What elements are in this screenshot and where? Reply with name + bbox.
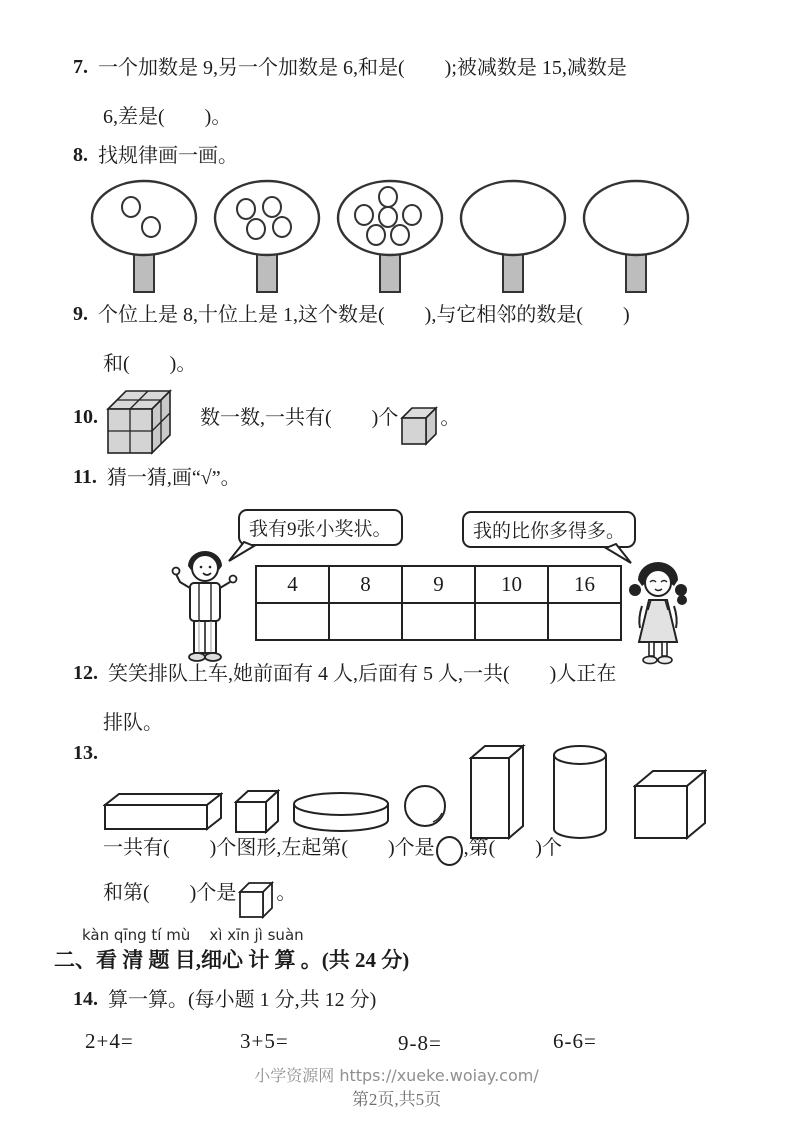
question-7 xyxy=(73,56,627,81)
question-12 xyxy=(73,662,616,687)
question-9 xyxy=(73,303,630,328)
shape-large-cube xyxy=(633,766,707,840)
pattern-tree xyxy=(334,178,447,296)
question-text: ,第( )个 xyxy=(463,837,562,859)
pattern-tree xyxy=(457,178,570,296)
small-cube-icon xyxy=(400,406,438,446)
question-13-line2 xyxy=(103,881,296,919)
question-number: 9. xyxy=(73,303,88,325)
table-cell-empty xyxy=(256,603,329,640)
shape-sphere xyxy=(402,783,448,829)
question-text: 一共有( )个图形,左起第( )个是 xyxy=(103,837,435,859)
question-9-line2: 和( )。 xyxy=(103,353,197,375)
math-expression: 2+4= xyxy=(85,1029,134,1053)
question-number: 10. xyxy=(73,406,98,428)
guess-table xyxy=(255,565,622,641)
math-expression: 6-6= xyxy=(553,1029,597,1053)
shape-small-cube xyxy=(234,788,280,834)
cube-shape-icon xyxy=(238,881,274,919)
footer-page-number: 第2页,共5页 xyxy=(351,1090,442,1109)
table-cell-empty xyxy=(329,603,402,640)
question-text: 。 xyxy=(440,407,461,429)
question-10-text xyxy=(200,406,460,446)
table-row-values xyxy=(256,566,621,603)
pattern-tree xyxy=(580,178,693,296)
section-pinyin: kàn qīng tí mù xì xīn jì suàn xyxy=(82,926,304,944)
table-cell: 16 xyxy=(548,566,621,603)
question-text: 和第( )个是 xyxy=(103,882,237,904)
speech-tail-right xyxy=(604,543,632,565)
pattern-tree xyxy=(88,178,201,296)
question-11 xyxy=(73,466,241,491)
trees-row xyxy=(88,178,693,296)
math-expression: 9-8= xyxy=(398,1031,442,1055)
question-text: 笑笑排队上车,她前面有 4 人,后面有 5 人,一共( )人正在 xyxy=(108,663,617,685)
question-text: 一个加数是 9,另一个加数是 6,和是( );被减数是 15,减数是 xyxy=(98,57,627,79)
question-text: 算一算。(每小题 1 分,共 12 分) xyxy=(108,989,377,1011)
question-8 xyxy=(73,144,238,169)
footer-site-line: 小学资源网 https://xueke.woiay.com/ xyxy=(254,1066,539,1085)
shape-tall-cuboid xyxy=(469,742,527,840)
table-cell-empty xyxy=(402,603,475,640)
question-13-line1 xyxy=(103,836,562,866)
question-text: 个位上是 8,十位上是 1,这个数是( ),与它相邻的数是( ) xyxy=(98,304,630,326)
table-row-answer xyxy=(256,603,621,640)
speech-tail-left xyxy=(228,541,256,563)
question-text: 猜一猜,画“√”。 xyxy=(106,467,241,489)
question-12-line2: 排队。 xyxy=(103,712,163,734)
shape-flat-cylinder xyxy=(291,791,391,833)
shapes-row xyxy=(103,742,707,840)
question-number: 11. xyxy=(73,466,97,488)
table-cell: 10 xyxy=(475,566,548,603)
shape-flat-cuboid xyxy=(103,789,223,834)
question-text: 找规律画一画。 xyxy=(98,145,238,167)
circle-shape-icon xyxy=(436,836,463,866)
question-number: 7. xyxy=(73,56,88,78)
pattern-tree xyxy=(211,178,324,296)
speech-bubble-girl: 我的比你多得多。 xyxy=(462,511,636,548)
table-cell: 8 xyxy=(329,566,402,603)
question-number: 14. xyxy=(73,988,98,1010)
question-text: 。 xyxy=(276,882,297,904)
table-cell: 9 xyxy=(402,566,475,603)
speech-bubble-boy: 我有9张小奖状。 xyxy=(238,509,403,546)
section-title: 二、看 清 题 目,细心 计 算 。(共 24 分) xyxy=(54,948,410,972)
table-cell-empty xyxy=(475,603,548,640)
question-14 xyxy=(73,988,376,1013)
question-text: 数一数,一共有( )个 xyxy=(200,407,399,429)
question-7-line2: 6,差是( )。 xyxy=(103,106,232,128)
girl-figure xyxy=(620,550,698,668)
question-number: 8. xyxy=(73,144,88,166)
math-expression: 3+5= xyxy=(240,1029,289,1053)
table-cell: 4 xyxy=(256,566,329,603)
table-cell-empty xyxy=(548,603,621,640)
question-number: 12. xyxy=(73,662,98,684)
cube-block-2x2x2 xyxy=(104,379,174,457)
shape-tall-cylinder xyxy=(552,744,610,840)
question-number: 13. xyxy=(73,742,98,764)
